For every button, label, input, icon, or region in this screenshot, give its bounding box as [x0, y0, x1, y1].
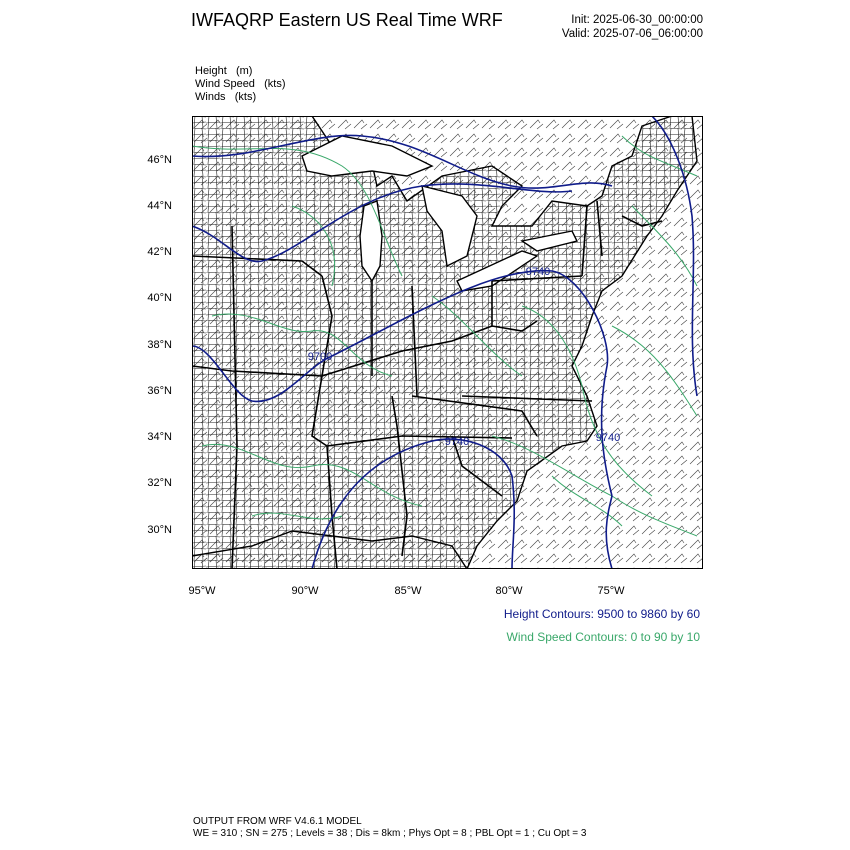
height-contour-info: Height Contours: 9500 to 9860 by 60 [503, 607, 700, 621]
forecast-time-info [560, 13, 703, 41]
wind-contour-info: Wind Speed Contours: 0 to 90 by 10 [506, 630, 700, 644]
variable-winds: Winds (kts) [195, 91, 257, 103]
valid-time: Valid: 2025-07-06_06:00:00 [561, 28, 703, 40]
lon-label: 85°W [394, 585, 422, 597]
lat-label: 46°N [147, 154, 172, 166]
lon-label: 75°W [597, 585, 625, 597]
weather-map [192, 116, 703, 569]
contour-label: 9700 [307, 351, 333, 363]
lat-label: 40°N [147, 292, 172, 304]
lat-label: 30°N [147, 524, 172, 536]
variable-legend [195, 65, 285, 104]
lat-label: 44°N [147, 200, 172, 212]
lat-label: 38°N [147, 339, 172, 351]
lon-label: 90°W [291, 585, 319, 597]
contour-label: 9740 [444, 436, 470, 448]
lat-label: 36°N [147, 385, 172, 397]
variable-height: Height (m) [195, 65, 253, 77]
variable-wind-speed: Wind Speed (kts) [195, 78, 286, 90]
contour-label: 9740 [595, 432, 621, 444]
model-footer [193, 816, 586, 840]
model-version: OUTPUT FROM WRF V4.6.1 MODEL [193, 816, 362, 827]
lake-michigan [360, 201, 382, 281]
model-config: WE = 310 ; SN = 275 ; Levels = 38 ; Dis = 8km ; Phys Opt = 8 ; PBL Opt = 1 ; Cu Opt = 3 [193, 828, 587, 839]
lon-label: 80°W [495, 585, 523, 597]
lat-label: 32°N [147, 477, 172, 489]
map-title: IWFAQRP Eastern US Real Time WRF [191, 10, 503, 30]
lon-label: 95°W [188, 585, 216, 597]
init-time: Init: 2025-06-30_00:00:00 [571, 14, 703, 26]
lat-label: 34°N [147, 431, 172, 443]
contour-label: 9740 [525, 266, 551, 278]
lat-label: 42°N [147, 246, 172, 258]
